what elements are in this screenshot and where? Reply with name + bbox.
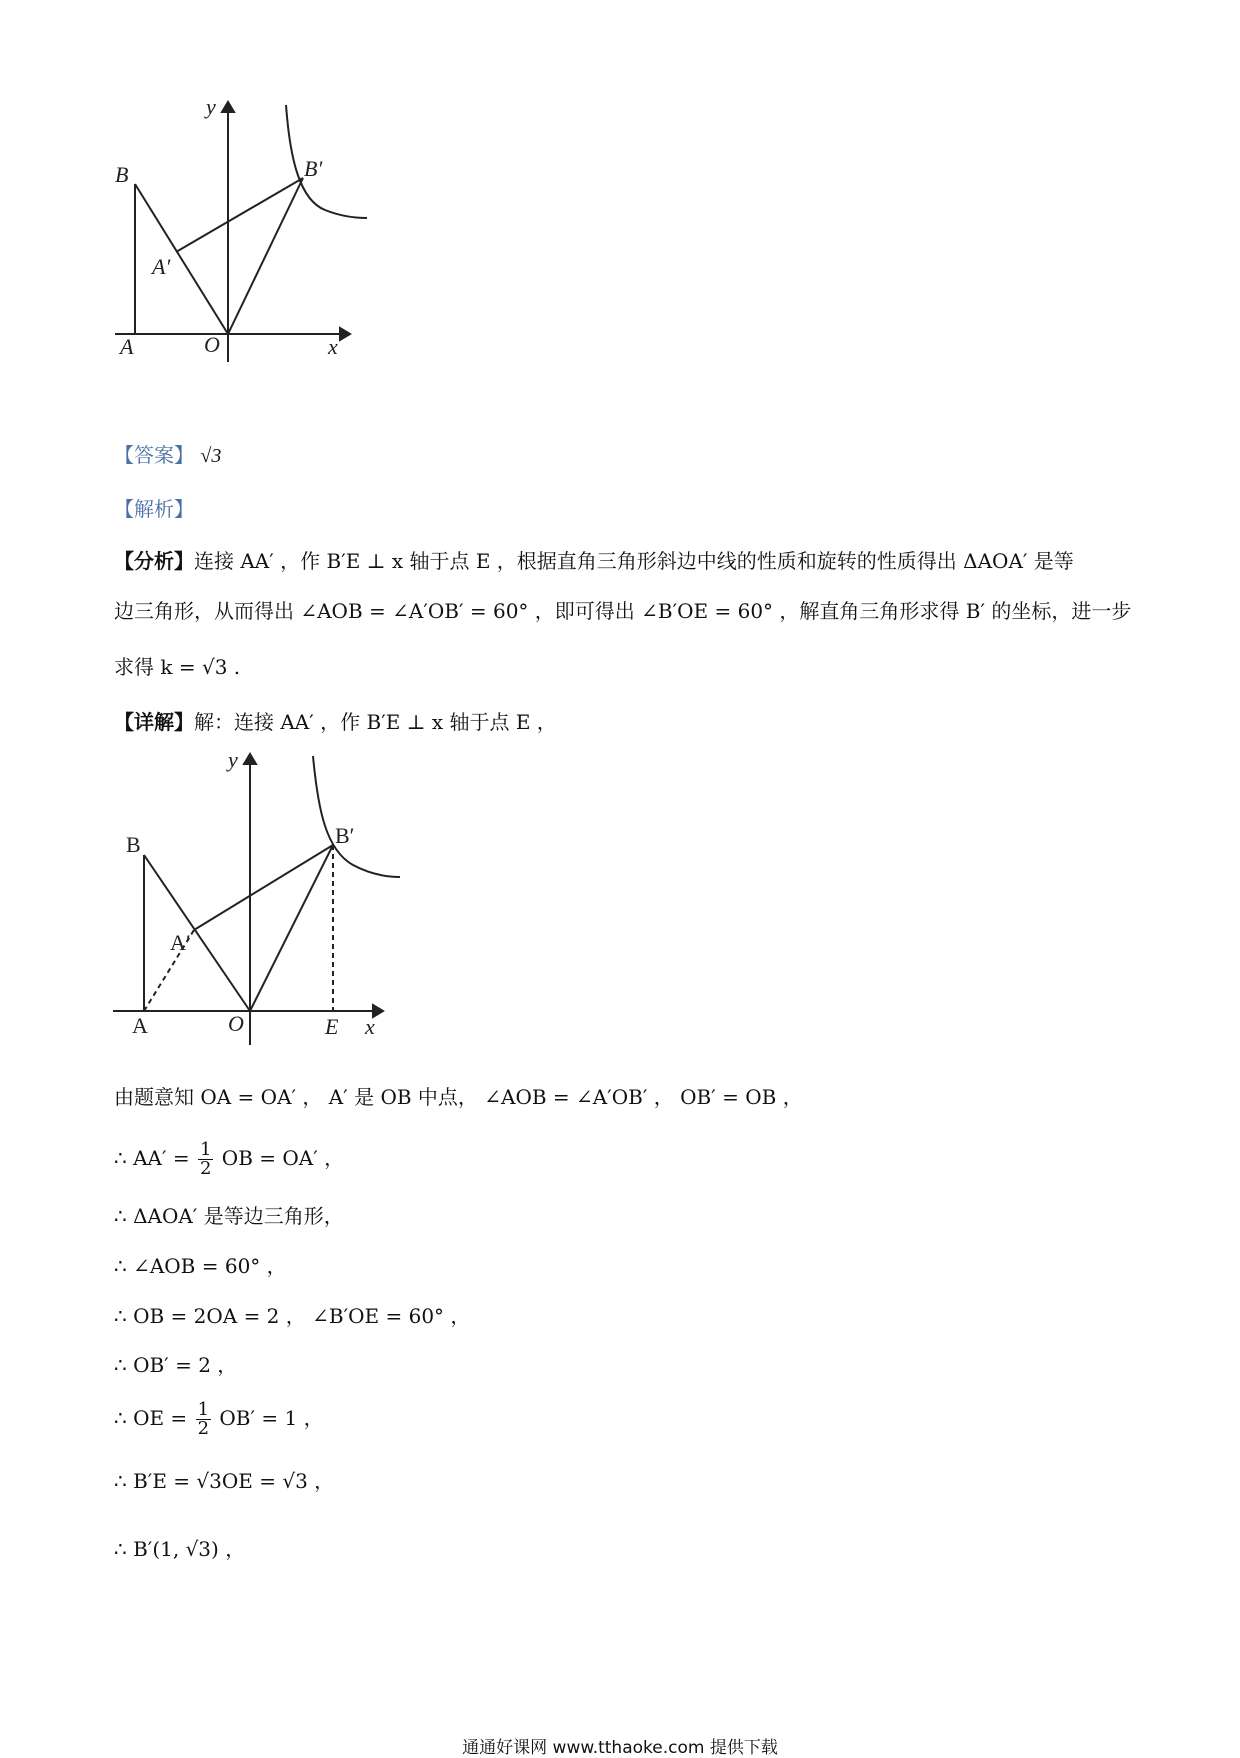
step-4: ∴ ∠AOB = 60° ， [114, 1254, 287, 1278]
x-axis-arrow [340, 328, 350, 340]
fenxi-line-3: 求得 k = √3 . [114, 655, 241, 679]
step-9: ∴ B′(1, √3) ， [114, 1537, 246, 1561]
label-e: E [325, 1014, 339, 1039]
step-8: ∴ B′E = √3OE = √3 ， [114, 1469, 335, 1493]
xiangjie-text: 解：连接 AA′ ，作 B′E ⊥ x 轴于点 E ， [194, 710, 557, 734]
label-x: x [328, 334, 338, 359]
hyperbola-curve [286, 105, 367, 218]
label-a: A [132, 1013, 148, 1038]
fraction-numerator: 1 [197, 1399, 210, 1420]
figure-1-diagram [110, 100, 410, 420]
fenxi-line-2: 边三角形，从而得出 ∠AOB = ∠A′OB′ = 60° ，即可得出 ∠B′OE = 60° ，解直角三角形求得 B′ 的坐标，进一步 [114, 599, 1132, 623]
page-footer: 通通好课网 www.tthaoke.com 提供下载 [462, 1738, 778, 1758]
label-y: y [206, 100, 216, 119]
answer-tag: 【答案】 [114, 443, 194, 467]
fenxi-text-1: 连接 AA′ ，作 B′E ⊥ x 轴于点 E ，根据直角三角形斜边中线的性质和旋转的性质得出 ΔAOA′ 是等 [194, 549, 1074, 573]
answer-line [114, 440, 221, 471]
label-a-prime: A′ [152, 254, 171, 279]
xiangjie-line [114, 707, 557, 737]
step-2-pre: ∴ AA′ = [114, 1146, 190, 1170]
step-2 [114, 1136, 344, 1180]
label-b: B [115, 162, 129, 187]
label-y: y [228, 750, 238, 772]
segment-ob-prime [228, 178, 303, 334]
fenxi-tag: 【分析】 [114, 549, 194, 573]
xiangjie-tag: 【详解】 [114, 710, 194, 734]
label-a-prime: A′ [170, 930, 191, 955]
fenxi-line-1 [114, 546, 1074, 576]
step-7-post: OB′ = 1 ， [219, 1406, 324, 1430]
label-a: A [120, 334, 134, 359]
label-b: B [126, 832, 141, 857]
step-3: ∴ ΔAOA′ 是等边三角形， [114, 1204, 344, 1228]
segment-bo [135, 184, 228, 334]
analysis-tag: 【解析】 [114, 497, 194, 521]
label-o: O [228, 1011, 244, 1036]
answer-value: √3 [200, 445, 222, 467]
label-o: O [204, 332, 220, 357]
step-2-post: OB = OA′ ， [221, 1146, 345, 1170]
step-6: ∴ OB′ = 2 ， [114, 1353, 238, 1377]
segment-bo [144, 855, 250, 1011]
step-5: ∴ OB = 2OA = 2 ， ∠B′OE = 60° ， [114, 1304, 471, 1328]
fraction-denominator: 2 [197, 1418, 210, 1439]
step-7-pre: ∴ OE = [114, 1406, 188, 1430]
label-b-prime: B′ [304, 156, 323, 181]
fraction-one-half [198, 1141, 213, 1178]
label-x: x [365, 1014, 375, 1039]
figure-2-diagram [108, 750, 408, 1050]
fraction-numerator: 1 [199, 1139, 212, 1160]
fraction-denominator: 2 [199, 1158, 212, 1179]
segment-a-prime-b-prime [176, 178, 303, 252]
y-axis-arrow [244, 754, 256, 764]
step-7 [114, 1396, 324, 1440]
y-axis-arrow [222, 102, 234, 112]
label-b-prime: B′ [335, 823, 355, 848]
analysis-tag-line [114, 494, 194, 524]
step-1: 由题意知 OA = OA′ ， A′ 是 OB 中点， ∠AOB = ∠A′OB′ ， OB′ = OB ， [114, 1085, 803, 1109]
fraction-one-half [196, 1401, 211, 1438]
